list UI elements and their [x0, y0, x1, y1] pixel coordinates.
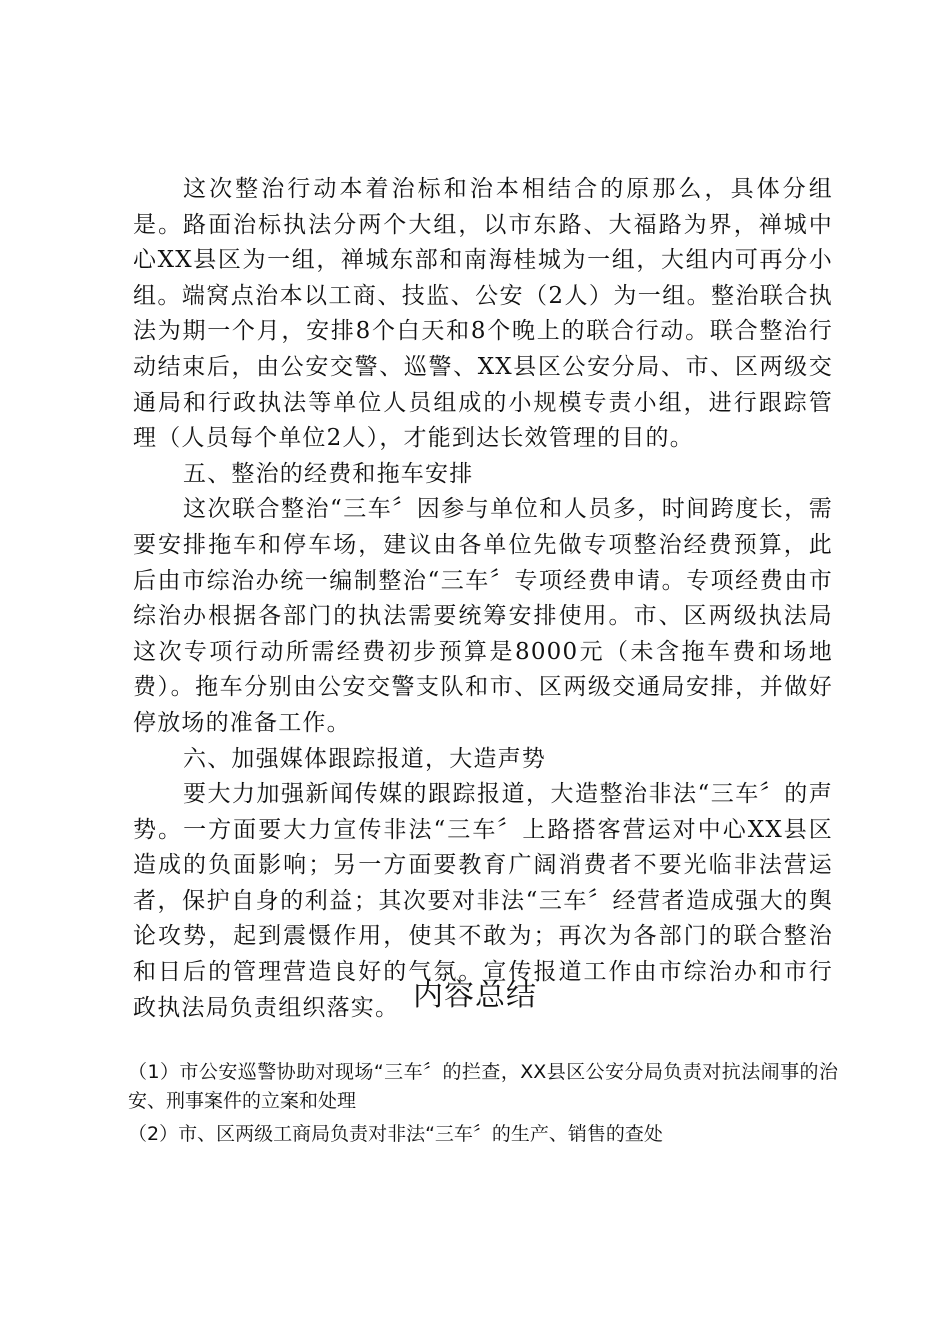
- summary-item: （2）市、区两级工商局负责对非法“三车〞的生产、销售的查处: [128, 1123, 663, 1145]
- summary-list: [128, 1058, 838, 1153]
- paragraph-grouping: 这次整治行动本着治标和治本相结合的原那么，具体分组是。路面治标执法分两个大组，以市东路、大福路为界，禅城中心XX县区为一组，禅城东部和南海桂城为一组，大组内可再分小组。端窝点治本以工商、技监、公安（2人）为一组。整治联合执法为期一个月，安排8个白天和8个晚上的联合行动。联合整治行动结束后，由公安交警、巡警、XX县区公安分局、市、区两级交通局和行政执法等单位人员组成的小规模专责小组，进行跟踪管理（人员每个单位2人），才能到达长效管理的目的。: [133, 176, 833, 452]
- section-heading-media: 六、加强媒体跟踪报道，大造声势: [183, 745, 546, 772]
- document-body: [133, 172, 833, 1026]
- paragraph-media: 要大力加强新闻传媒的跟踪报道，大造整治非法“三车〞的声势。一方面要大力宣传非法“三车〞上路搭客营运对中心XX县区造成的负面影响；另一方面要教育广阔消费者不要光临非法营运者，保护自身的利益；其次要对非法“三车〞经营者造成强大的舆论攻势，起到震慑作用，使其不敢为；再次为各部门的联合整治和日后的管理营造良好的气氛。宣传报道工作由市综治办和市行政执法局负责组织落实。: [133, 781, 833, 1021]
- section-heading-funding: 五、整治的经费和拖车安排: [183, 460, 474, 487]
- summary-title: 内容总结: [413, 978, 537, 1013]
- summary-item: （1）市公安巡警协助对现场“三车〞的拦查，XX县区公安分局负责对抗法闹事的治安、刑事案件的立案和处理: [128, 1061, 838, 1112]
- paragraph-funding: 这次联合整治“三车〞因参与单位和人员多，时间跨度长，需要安排拖车和停车场，建议由各单位先做专项整治经费预算，此后由市综治办统一编制整治“三车〞专项经费申请。专项经费由市综治办根据各部门的执法需要统筹安排使用。市、区两级执法局这次专项行动所需经费初步预算是8000元（未含拖车费和场地费）。拖车分别由公安交警支队和市、区两级交通局安排，并做好停放场的准备工作。: [133, 496, 833, 736]
